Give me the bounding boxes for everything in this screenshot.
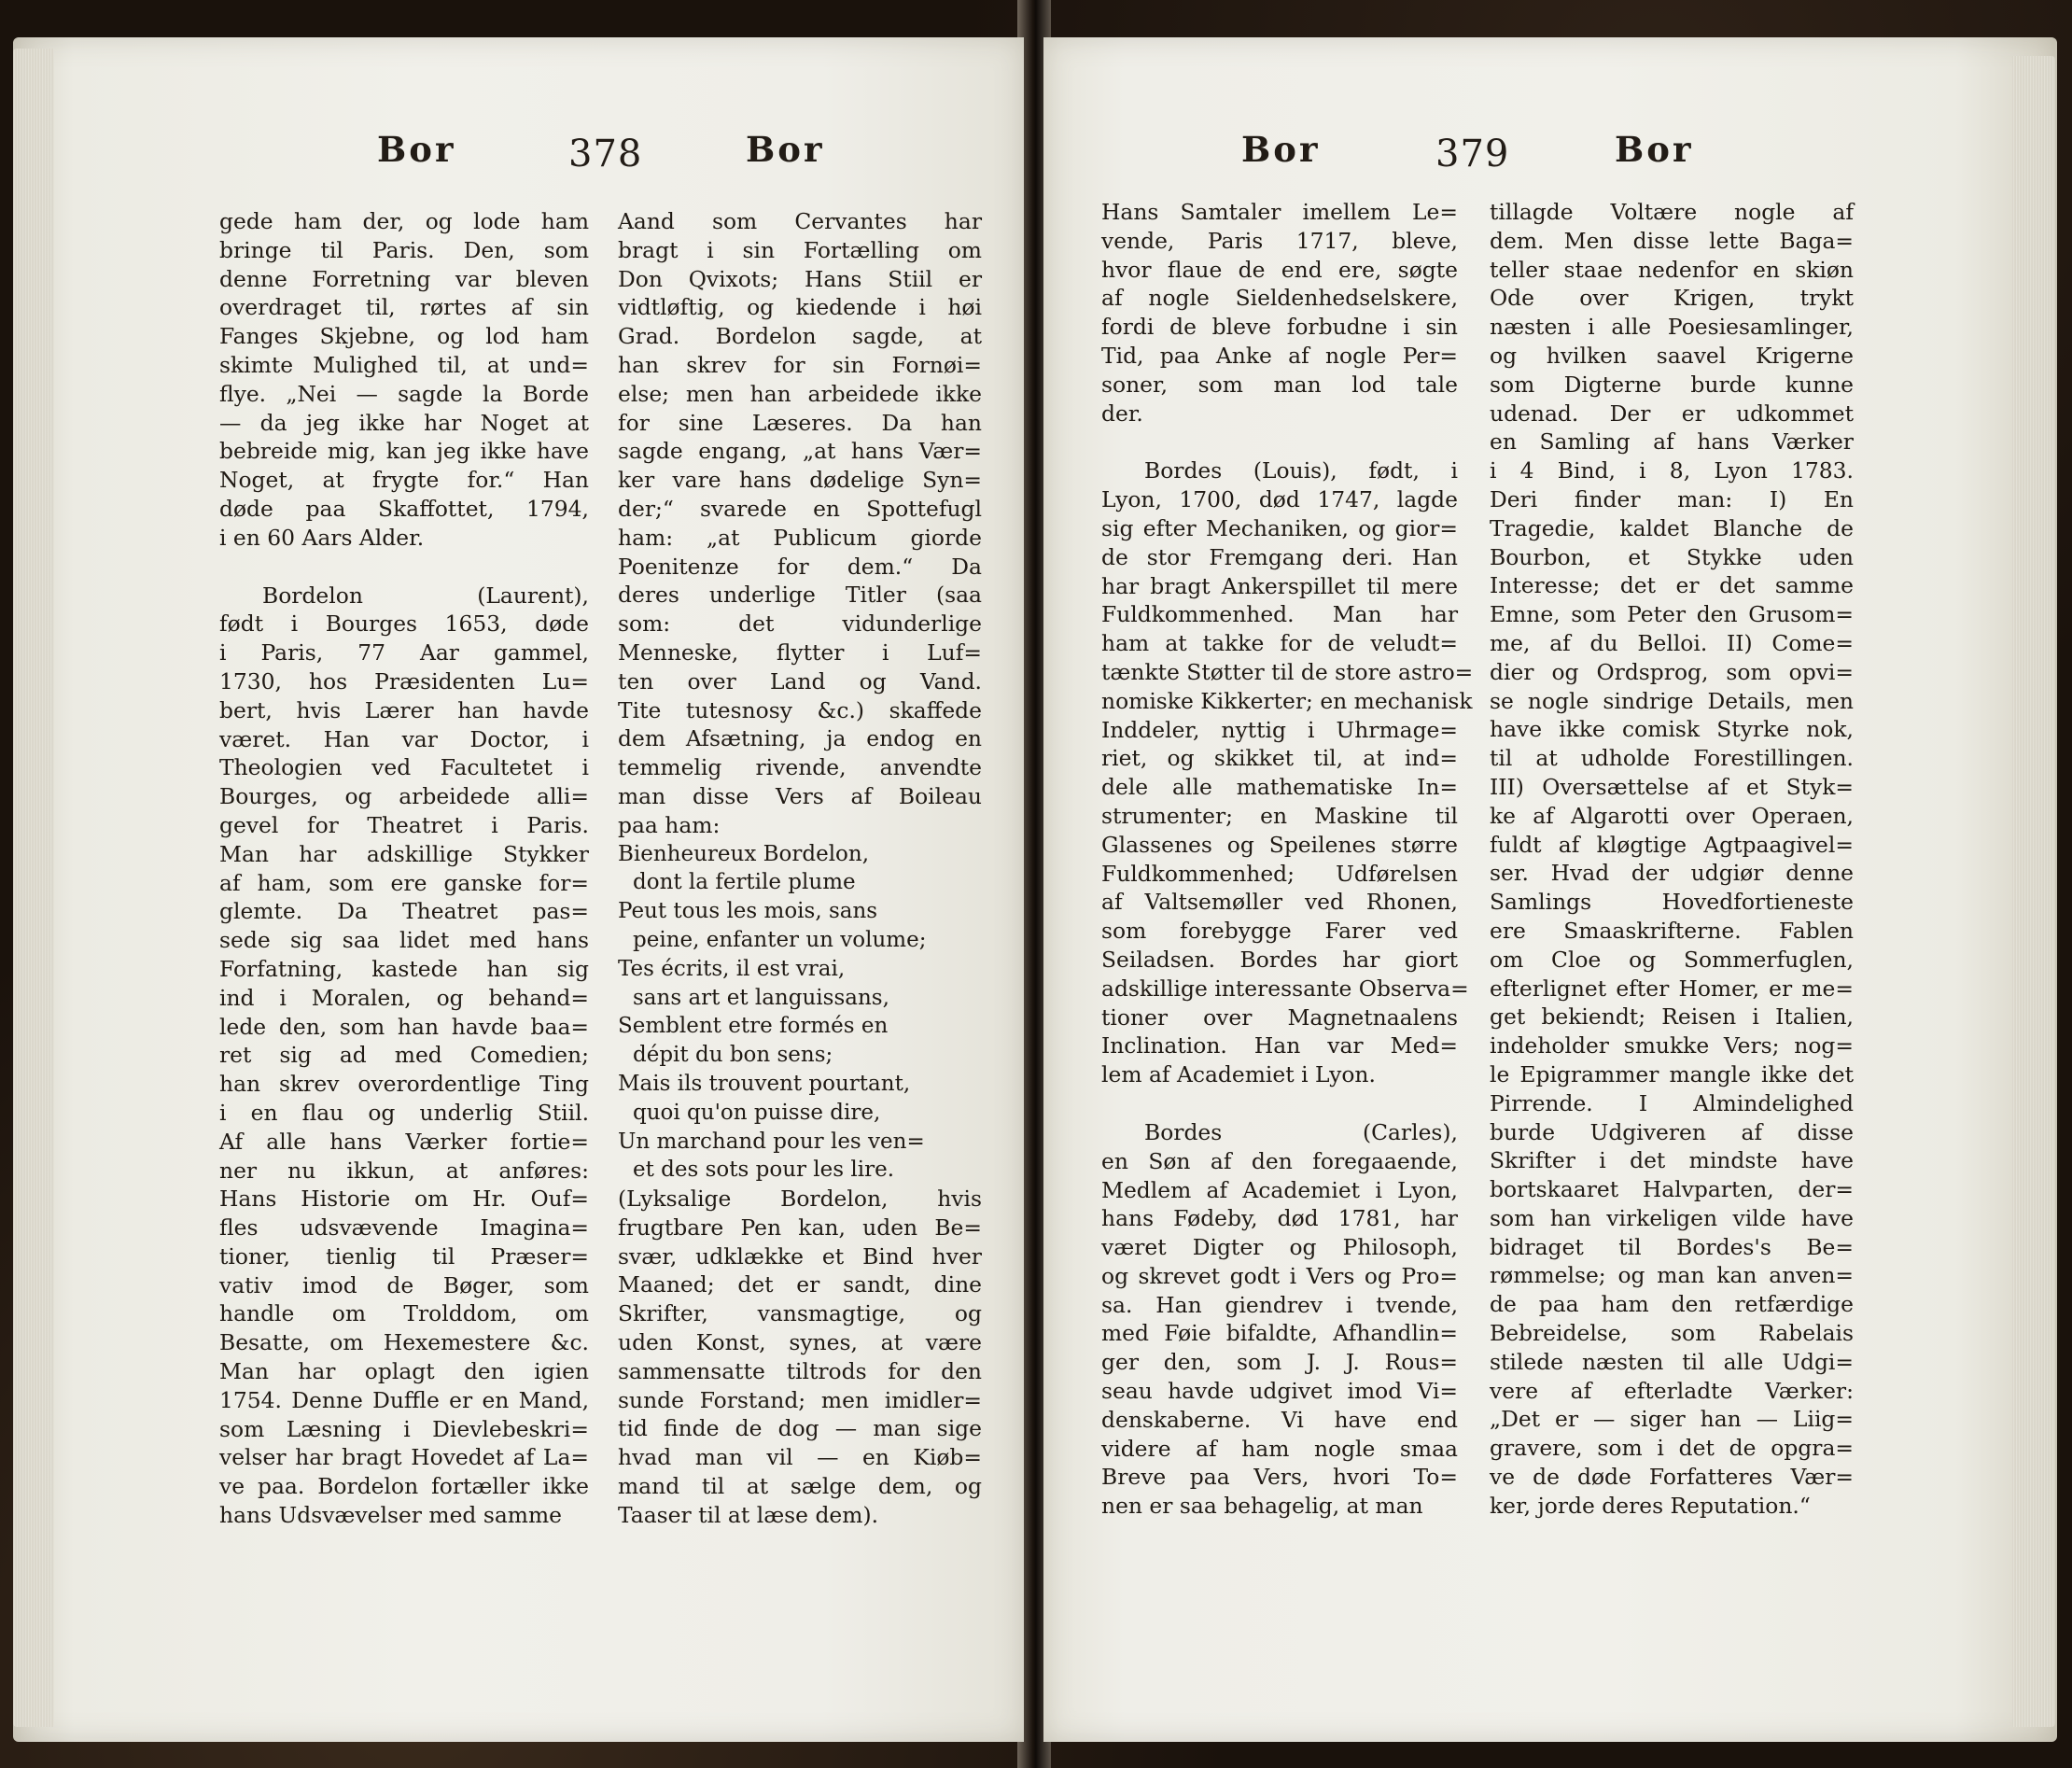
- text-line: Tid, paa Anke af nogle Per=: [1101, 342, 1458, 369]
- text-line: Bebreidelse, som Rabelais: [1490, 1320, 1854, 1347]
- text-line: som forebygge Farer ved: [1101, 918, 1458, 945]
- verse-line: dont la fertile plume: [633, 870, 856, 895]
- text-line: soner, som man lod tale: [1101, 371, 1458, 398]
- text-line: uden Konst, synes, at være: [618, 1329, 982, 1356]
- text-line: dem Afsætning, ja endog en: [618, 725, 982, 752]
- text-line: bortskaaret Halvparten, der=: [1490, 1176, 1854, 1203]
- text-line: Medlem af Academiet i Lyon,: [1101, 1176, 1458, 1203]
- text-line: ham: „at Publicum giorde: [618, 524, 982, 551]
- text-line: Inddeler, nyttig i Uhrmage=: [1101, 716, 1458, 743]
- text-line: have ikke comisk Styrke nok,: [1490, 716, 1854, 743]
- text-line: ve paa. Bordelon fortæller ikke: [219, 1473, 589, 1500]
- right-page-header-right: Bor: [1615, 129, 1694, 170]
- text-line: hans Fødeby, død 1781, har: [1101, 1205, 1458, 1232]
- text-line: temmelig rivende, anvendte: [618, 754, 982, 781]
- text-line: mand til at sælge dem, og: [618, 1473, 982, 1500]
- text-line: han skrev for sin Fornøi=: [618, 351, 982, 378]
- text-line: tænkte Støtter til de store astro=: [1101, 658, 1474, 685]
- verse-line: et des sots pour les lire.: [633, 1158, 895, 1183]
- text-line: i Paris, 77 Aar gammel,: [219, 639, 589, 667]
- text-line: videre af ham nogle smaa: [1101, 1435, 1458, 1462]
- text-line: ger den, som J. J. Rous=: [1101, 1349, 1458, 1376]
- text-line: Grad. Bordelon sagde, at: [618, 323, 982, 350]
- text-line: til at udholde Forestillingen.: [1490, 745, 1854, 772]
- text-line: Taaser til at læse dem).: [618, 1501, 879, 1528]
- text-line: Skrifter i det mindste have: [1490, 1147, 1854, 1174]
- text-line: været. Han var Doctor, i: [219, 725, 589, 752]
- text-line: sa. Han giendrev i tvende,: [1101, 1291, 1458, 1318]
- text-line: Deri finder man: I) En: [1490, 485, 1854, 512]
- text-line: strumenter; en Maskine til: [1101, 802, 1458, 829]
- verse-line: Semblent etre formés en: [618, 1014, 889, 1039]
- text-line: de paa ham den retfærdige: [1490, 1291, 1854, 1318]
- text-line: indeholder smukke Vers; nog=: [1490, 1032, 1854, 1059]
- text-line: gravere, som i det de opgra=: [1490, 1435, 1854, 1462]
- text-line: Breve paa Vers, hvori To=: [1101, 1464, 1458, 1491]
- text-line: Fanges Skjebne, og lod ham: [219, 323, 589, 350]
- text-line: flye. „Nei — sagde la Borde: [219, 380, 589, 407]
- text-line: se nogle sindrige Details, men: [1490, 687, 1854, 714]
- text-line: Tite tutesnosy &c.) skaffede: [618, 696, 982, 723]
- text-line: vativ imod de Bøger, som: [219, 1271, 589, 1298]
- text-line: Pirrende. I Almindelighed: [1490, 1089, 1854, 1116]
- boileau-verse-quote: [618, 840, 982, 1186]
- text-line: adskillige interessante Observa=: [1101, 975, 1469, 1002]
- text-line: fuldt af kløgtige Agtpaagivel=: [1490, 831, 1854, 858]
- text-line: dem. Men disse lette Baga=: [1490, 227, 1854, 254]
- text-line: som han virkeligen vilde have: [1490, 1204, 1854, 1231]
- text-line: Man har oplagt den igien: [219, 1358, 589, 1385]
- left-page-header-right: Bor: [746, 129, 825, 170]
- verse-line: peine, enfanter un volume;: [633, 927, 927, 952]
- text-line: hvad man vil — en Kiøb=: [618, 1444, 982, 1471]
- text-line: paa ham:: [618, 811, 721, 838]
- verse-line: Mais ils trouvent pourtant,: [618, 1071, 911, 1096]
- text-line: me, af du Belloi. II) Come=: [1490, 629, 1854, 656]
- text-line: 1730, hos Præsidenten Lu=: [219, 667, 589, 695]
- text-line: Bourbon, et Stykke uden: [1490, 543, 1854, 570]
- text-line: deres underlige Titler (saa: [618, 582, 982, 609]
- text-line: ve de døde Forfatteres Vær=: [1490, 1464, 1854, 1491]
- text-line: der.: [1101, 400, 1143, 427]
- text-line: en Samling af hans Værker: [1490, 428, 1854, 456]
- verse-line: dépit du bon sens;: [633, 1043, 833, 1068]
- text-line: ker, jorde deres Reputation.“: [1490, 1492, 1811, 1519]
- text-line: 1754. Denne Duffle er en Mand,: [219, 1386, 589, 1413]
- text-line: seau havde udgivet imod Vi=: [1101, 1378, 1458, 1405]
- text-line: ke af Algarotti over Operaen,: [1490, 802, 1854, 829]
- text-line: denskaberne. Vi have end: [1101, 1406, 1458, 1433]
- text-line: i en flau og underlig Stiil.: [219, 1099, 589, 1126]
- text-line: man disse Vers af Boileau: [618, 782, 982, 809]
- text-line: fles udsvævende Imagina=: [219, 1214, 589, 1242]
- text-line: stilede næsten til alle Udgi=: [1490, 1348, 1854, 1375]
- text-line: (Lyksalige Bordelon, hvis: [618, 1186, 982, 1213]
- text-line: ere Smaaskrifterne. Fablen: [1490, 917, 1854, 944]
- text-line: bragt i sin Fortælling om: [618, 236, 982, 263]
- paragraph-gap: [219, 553, 589, 582]
- text-line: efterlignet efter Homer, er me=: [1490, 975, 1854, 1002]
- text-line: Skrifter, vansmagtige, og: [618, 1300, 982, 1327]
- right-page-column-2: [1490, 198, 1854, 1521]
- text-line: get bekiendt; Reisen i Italien,: [1490, 1003, 1854, 1031]
- text-line: Interesse; det er det samme: [1490, 572, 1854, 599]
- text-line: vende, Paris 1717, bleve,: [1101, 227, 1458, 254]
- text-line: — da jeg ikke har Noget at: [219, 409, 589, 436]
- text-line: Fuldkommenhed. Man har: [1101, 601, 1458, 628]
- right-page-header-left: Bor: [1241, 129, 1321, 170]
- text-line: overdraget til, rørtes af sin: [219, 294, 589, 321]
- text-line: med Føie bifaldte, Afhandlin=: [1101, 1320, 1458, 1347]
- verse-line: Peut tous les mois, sans: [618, 899, 878, 924]
- text-line: fordi de bleve forbudne i sin: [1101, 314, 1458, 341]
- text-line: Bourges, og arbeidede alli=: [219, 783, 589, 810]
- verse-line: Un marchand pour les ven=: [618, 1129, 925, 1154]
- text-line: Inclination. Han var Med=: [1101, 1032, 1458, 1059]
- text-line: vidtløftig, og kiedende i høi: [618, 294, 982, 321]
- text-line: burde Udgiveren af disse: [1490, 1118, 1854, 1145]
- text-line: om Cloe og Sommerfuglen,: [1490, 946, 1854, 973]
- left-page-edges: [13, 49, 54, 1727]
- text-line: udenad. Der er udkommet: [1490, 400, 1854, 427]
- text-line: ind i Moralen, og behand=: [219, 984, 589, 1011]
- text-line: dele alle mathematiske In=: [1101, 774, 1458, 801]
- text-line: af Valtsemøller ved Rhonen,: [1101, 889, 1458, 916]
- text-line: lem af Academiet i Lyon.: [1101, 1061, 1376, 1088]
- verse-line: sans art et languissans,: [633, 985, 889, 1010]
- text-line: bebreide mig, kan jeg ikke have: [219, 438, 589, 465]
- text-line: hvor flaue de end ere, søgte: [1101, 256, 1458, 283]
- text-line: Emne, som Peter den Grusom=: [1490, 601, 1854, 628]
- text-line: denne Forretning var bleven: [219, 265, 589, 292]
- left-page-number: 378: [568, 133, 643, 175]
- text-line: sammensatte tiltrods for den: [618, 1357, 982, 1384]
- text-line: bidraget til Bordes's Be=: [1490, 1233, 1854, 1260]
- text-line: bert, hvis Lærer han havde: [219, 696, 589, 723]
- text-line: velser har bragt Hovedet af La=: [219, 1444, 589, 1471]
- paragraph-gap: [1101, 428, 1458, 456]
- text-line: Maaned; det er sandt, dine: [618, 1271, 982, 1298]
- text-line: nen er saa behagelig, at man: [1101, 1493, 1423, 1520]
- left-page: [13, 37, 1024, 1742]
- right-page-column-1: [1101, 198, 1474, 1521]
- verse-line: Tes écrits, il est vrai,: [618, 956, 846, 981]
- text-line: Hans Historie om Hr. Ouf=: [219, 1186, 589, 1213]
- left-page-header-left: Bor: [377, 129, 456, 170]
- text-line: Af alle hans Værker fortie=: [219, 1128, 589, 1155]
- text-line: bringe til Paris. Den, som: [219, 236, 589, 263]
- text-line: ker vare hans dødelige Syn=: [618, 467, 982, 494]
- text-line: født i Bourges 1653, døde: [219, 610, 589, 638]
- text-line: le Epigrammer mangle ikke det: [1490, 1060, 1854, 1087]
- text-line: Aand som Cervantes har: [618, 208, 982, 234]
- text-line: har bragt Ankerspillet til mere: [1101, 572, 1458, 599]
- text-line: sede sig saa lidet med hans: [219, 927, 589, 954]
- text-line: de stor Fremgang deri. Han: [1101, 543, 1458, 570]
- text-line: Noget, at frygte for.“ Han: [219, 467, 589, 494]
- text-line: teller staae nedenfor en skiøn: [1490, 256, 1854, 283]
- text-line: frugtbare Pen kan, uden Be=: [618, 1214, 982, 1241]
- text-line: dier og Ordsprog, som opvi=: [1490, 658, 1854, 685]
- text-line: Ode over Krigen, trykt: [1490, 285, 1854, 312]
- text-line: som: det vidunderlige: [618, 610, 982, 638]
- text-line: svær, udklække et Bind hver: [618, 1242, 982, 1270]
- text-line: ser. Hvad der udgiør denne: [1490, 860, 1854, 887]
- text-line: III) Oversættelse af et Styk=: [1490, 773, 1854, 800]
- text-line: som Læsning i Dievlebeskri=: [219, 1415, 589, 1442]
- text-line: Seiladsen. Bordes har giort: [1101, 946, 1458, 973]
- text-line: ten over Land og Vand.: [618, 667, 982, 695]
- text-line: sagde engang, „at hans Vær=: [618, 438, 982, 465]
- text-line: Bordes (Louis), født, i: [1144, 457, 1458, 484]
- text-line: og skrevet godt i Vers og Pro=: [1101, 1262, 1458, 1289]
- text-line: sig efter Mechaniken, og gior=: [1101, 514, 1458, 541]
- text-line: været Digter og Philosoph,: [1101, 1234, 1458, 1261]
- text-line: Man har adskillige Stykker: [219, 840, 589, 867]
- right-page-number: 379: [1435, 133, 1510, 175]
- text-line: han skrev overordentlige Ting: [219, 1071, 589, 1098]
- text-line: lede den, som han havde baa=: [219, 1013, 589, 1040]
- text-line: Fuldkommenhed; Udførelsen: [1101, 860, 1458, 887]
- text-line: tioner over Magnetnaalens: [1101, 1003, 1458, 1031]
- text-line: Lyon, 1700, død 1747, lagde: [1101, 486, 1458, 513]
- verse-line: quoi qu'on puisse dire,: [633, 1100, 881, 1125]
- left-page-column-1: [219, 207, 589, 1530]
- text-line: i en 60 Aars Alder.: [219, 524, 425, 551]
- text-line: „Det er — siger han — Liig=: [1490, 1406, 1854, 1433]
- text-line: for sine Læseres. Da han: [618, 409, 982, 436]
- right-page-edges: [2012, 56, 2055, 1727]
- text-line: else; men han arbeidede ikke: [618, 380, 982, 407]
- text-line: gede ham der, og lode ham: [219, 208, 589, 234]
- text-line: glemte. Da Theatret pas=: [219, 898, 589, 925]
- text-line: rømmelse; og man kan anven=: [1490, 1262, 1854, 1289]
- text-line: Theologien ved Facultetet i: [219, 754, 589, 781]
- text-line: vere af efterladte Værker:: [1490, 1377, 1854, 1404]
- text-line: sunde Forstand; men imidler=: [618, 1386, 982, 1413]
- text-line: riet, og skikket til, at ind=: [1101, 745, 1458, 772]
- text-line: der;“ svarede en Spottefugl: [618, 495, 982, 522]
- text-line: Don Qvixots; Hans Stiil er: [618, 265, 982, 292]
- text-line: nomiske Kikkerter; en mechanisk: [1101, 687, 1473, 714]
- text-line: hans Udsvævelser med samme: [219, 1502, 562, 1529]
- right-page: [1043, 37, 2057, 1742]
- text-line: næsten i alle Poesiesamlinger,: [1490, 314, 1854, 341]
- verse-line: Bienheureux Bordelon,: [618, 841, 870, 866]
- text-line: Forfatning, kastede han sig: [219, 955, 589, 982]
- text-line: en Søn af den foregaaende,: [1101, 1147, 1458, 1174]
- text-line: gevel for Theatret i Paris.: [219, 811, 589, 838]
- text-line: Besatte, om Hexemestere &c.: [219, 1329, 589, 1356]
- text-line: Tragedie, kaldet Blanche de: [1490, 514, 1854, 541]
- text-line: handle om Trolddom, om: [219, 1300, 589, 1327]
- text-line: Glassenes og Speilenes større: [1101, 831, 1458, 858]
- text-line: Menneske, flytter i Luf=: [618, 638, 982, 666]
- text-line: tioner, tienlig til Præser=: [219, 1242, 589, 1270]
- text-line: Poenitenze for dem.“ Da: [618, 553, 982, 580]
- text-line: og hvilken saavel Krigerne: [1490, 342, 1854, 369]
- text-line: af nogle Sieldenhedselskere,: [1101, 285, 1458, 312]
- text-line: ner nu ikkun, at anføres:: [219, 1157, 589, 1184]
- text-line: af ham, som ere ganske for=: [219, 869, 589, 896]
- left-page-column-2: [618, 207, 982, 1530]
- text-line: tid finde de dog — man sige: [618, 1415, 982, 1442]
- text-line: Hans Samtaler imellem Le=: [1101, 199, 1458, 225]
- text-line: tillagde Voltære nogle af: [1490, 199, 1854, 225]
- text-line: i 4 Bind, i 8, Lyon 1783.: [1490, 457, 1854, 484]
- paragraph-gap: [1101, 1089, 1458, 1118]
- text-line: ham at takke for de veludt=: [1101, 630, 1458, 657]
- text-line: ret sig ad med Comedien;: [219, 1042, 589, 1069]
- text-line: som Digterne burde kunne: [1490, 371, 1854, 398]
- text-line: Bordelon (Laurent),: [262, 582, 589, 609]
- text-line: døde paa Skaffottet, 1794,: [219, 495, 589, 522]
- text-line: skimte Mulighed til, at und=: [219, 351, 589, 378]
- text-line: Samlings Hovedfortieneste: [1490, 889, 1854, 916]
- text-line: Bordes (Carles),: [1144, 1118, 1458, 1145]
